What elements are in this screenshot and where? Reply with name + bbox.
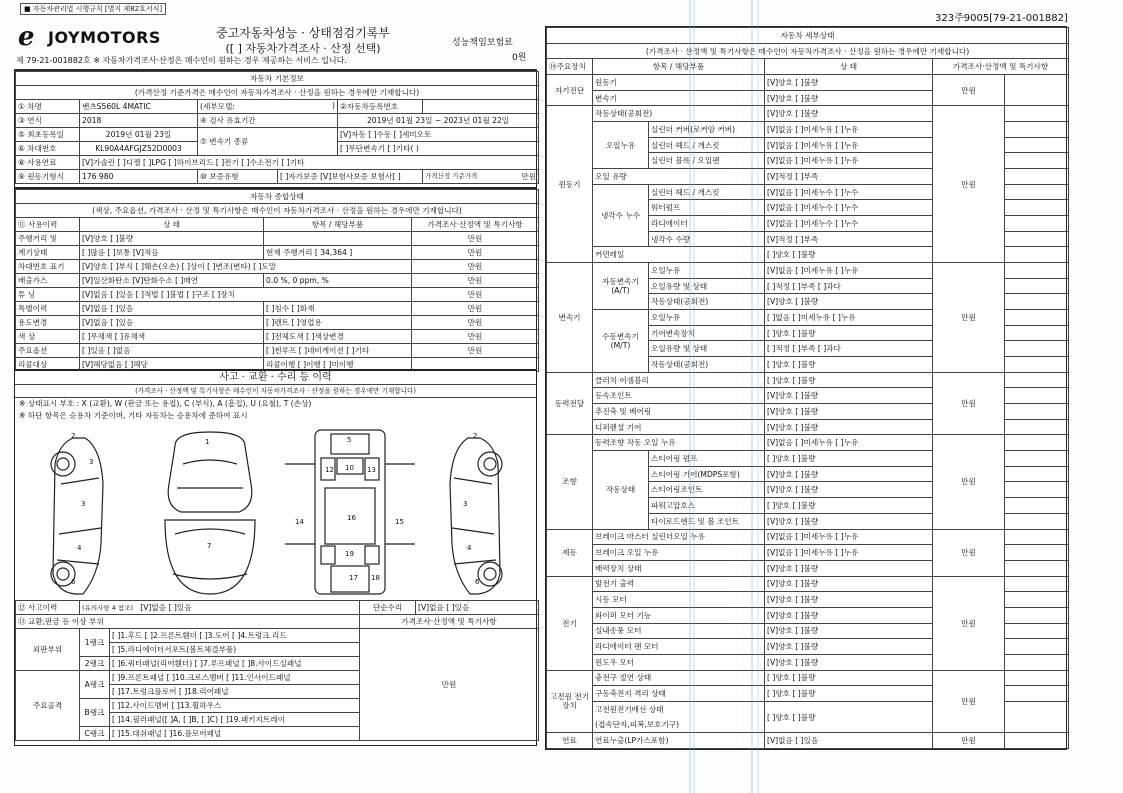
label-fuel: ⑧ 사용연료 <box>16 156 80 170</box>
detail-price: 만원 <box>933 106 1005 263</box>
overall-state: [V]없음 [ ]있음 <box>80 316 264 330</box>
overall-price: 만원 <box>412 316 539 330</box>
label-engine: 원동기 <box>547 106 593 263</box>
overall-state: [V]해당없음 [ ]해당 <box>80 358 264 372</box>
form-note: ■ 자동차관리법 시행규칙 [별지 제82호서식] <box>20 3 166 15</box>
label-transmission-type: ⑦ 변속기 종류 <box>198 128 338 156</box>
detail-state: [V]없음 [ ]있음 <box>765 733 933 749</box>
detail-state: [V]양호 [ ]불량 <box>765 75 933 91</box>
detail-state: [V]없음 [ ]미세누유 [ ]누유 <box>765 263 933 279</box>
overall-head-state: 상 태 <box>80 218 264 232</box>
form-title: 중고자동차성능 · 상태점검기록부 <box>216 26 390 40</box>
overall-row <box>16 232 539 246</box>
diagram-label-3b: 3 <box>81 500 86 508</box>
overall-state: [V]양호 [ ]불량 <box>80 232 264 246</box>
diagram-label-15: 15 <box>395 518 404 526</box>
detail-state: [ ]양호 [ ]불량 <box>765 357 933 373</box>
front-view <box>165 432 255 594</box>
rank-a-items-a: [ ]9.프론트패널 [ ]10.크로스멤버 [ ]11.인사이드패널 <box>110 671 360 685</box>
detail-state: [V]양호 [ ]불량 <box>765 607 933 623</box>
value-registration-no <box>423 100 539 114</box>
overall-price: 만원 <box>412 274 539 288</box>
diagram-label-6: 6 <box>71 578 76 586</box>
overall-row <box>16 330 539 344</box>
detail-item: 스티어링 펌프 <box>649 451 765 467</box>
overall-item <box>264 232 412 246</box>
accident-history-note: (유의사항 4 참조) <box>82 604 134 612</box>
rank-b-items-a: [ ]12.사이드멤버 [ ]13.휠하우스 <box>110 699 360 713</box>
detail-item: 작동상태(공회전) <box>593 106 765 122</box>
frame-view <box>285 430 415 594</box>
detail-item: 기어변속장치 <box>649 325 765 341</box>
detail-item: 원동기 <box>593 75 765 91</box>
label-rank-c: C랭크 <box>80 727 110 741</box>
detail-state: [ ]양호 [ ]불량 <box>765 670 933 686</box>
detail-state: [V]적정 [ ]부족 <box>765 169 933 185</box>
detail-item: 커먼레일 <box>593 247 765 263</box>
rank-b-items-b: [ ]14.필러패널([ ]A, [ ]B, [ ]C) [ ]19.패키지트레이 <box>110 713 360 727</box>
diagram-label-12: 12 <box>325 466 334 474</box>
label-oil-leak: 오일누유 <box>593 122 649 169</box>
label-warranty-type: ⑩ 보증유형 <box>198 170 278 184</box>
detail-state: [V]없음 [ ]미세누수 [ ]누수 <box>765 184 933 200</box>
label-rank-b: B랭크 <box>80 699 110 727</box>
diagram-label-7: 7 <box>207 542 212 550</box>
detail-item: 클러치 어셈블리 <box>593 372 765 388</box>
document-number: 323주9005[79-21-001882] <box>935 13 1068 24</box>
diagram-label-2: 2 <box>71 432 76 440</box>
rank-1-items-a: [ ]1.후드 [ ]2.프론트휀더 [ ]3.도어 [ ]4.트렁크 리드 <box>110 629 360 643</box>
overall-label: 튜 닝 <box>16 288 80 302</box>
detail-item: 변속기 <box>593 90 765 106</box>
detail-state: [V]없음 [ ]미세누유 [ ]누유 <box>765 122 933 138</box>
detail-item: 냉각수 수량 <box>649 231 765 247</box>
overall-state: [V]없음 [ ]있음 [ ]적법 [ ]불법 [ ]구조 [ ]장치 <box>80 288 412 302</box>
detail-item: 충전구 절연 상태 <box>593 670 765 686</box>
detail-state: [V]없음 [ ]미세누수 [ ]누수 <box>765 216 933 232</box>
detail-note: (가격조사 · 산정액 및 특기사항은 매수인이 자동차가격조사 · 산정을 원하는 경우에만 기재합니다) <box>547 43 1069 59</box>
overall-row <box>16 344 539 358</box>
detail-state: [ ]양호 [ ]불량 <box>765 498 933 514</box>
accident-section-header <box>14 370 537 426</box>
label-steering: 조향 <box>547 435 593 529</box>
detail-state: [V]양호 [ ]불량 <box>765 639 933 655</box>
detail-item: 디퍼렌셜 기어 <box>593 419 765 435</box>
detail-item: 시동 모터 <box>593 592 765 608</box>
overall-price: 만원 <box>412 288 539 302</box>
label-year: ③ 연식 <box>16 114 80 128</box>
detail-item: 와이퍼 모터 기능 <box>593 607 765 623</box>
detail-item: 고전원전기배선 상태 <box>593 701 765 717</box>
accident-title: 사고 · 교환 · 수리 등 이력 <box>15 371 536 385</box>
company-logo-mark: e <box>18 22 35 52</box>
rank-c-items: [ ]15.대쉬패널 [ ]16.플로어패널 <box>110 727 360 741</box>
label-coolant-leak: 냉각수 누수 <box>593 184 649 247</box>
detail-head-device: ⑭주요장치 <box>547 59 593 75</box>
service-line: 제 79-21-001882호 ※ 자동차가격조사·산정은 매수인이 원하는 경우 제공하는 서비스 입니다. <box>14 55 537 70</box>
detail-state: [ ]양호 [ ]불량 <box>765 325 933 341</box>
label-steering-work: 작동상태 <box>593 451 649 529</box>
label-exchange-parts: ⑬ 교환,판금 등 이상 부위 <box>16 615 360 629</box>
value-engine-type: 176 980 <box>80 170 198 184</box>
overall-item: [ ]렌트 [ ]영업용 <box>264 316 412 330</box>
detail-title: 자동차 세부상태 <box>547 28 1069 44</box>
car-diagram-svg <box>15 424 538 600</box>
detail-item: 윈도우 모터 <box>593 654 765 670</box>
label-rank-a: A랭크 <box>80 671 110 699</box>
value-transmission-type-a: [V]자동 [ ]수동 [ ]세미오토 <box>338 128 539 142</box>
value-inspection-validity: 2019년 01월 23일 ~ 2023년 01월 22일 <box>338 114 539 128</box>
overall-row <box>16 246 539 260</box>
diagram-label-3: 3 <box>89 458 94 466</box>
overall-row <box>16 288 539 302</box>
detail-state: [V]양호 [ ]불량 <box>765 419 933 435</box>
diagram-label-16: 16 <box>347 514 356 522</box>
overall-item: [ ]전체도색 [ ]색상변경 <box>264 330 412 344</box>
detail-state: [ ]적정 [ ]부족 [ ]과다 <box>765 341 933 357</box>
overall-price: 만원 <box>412 344 539 358</box>
overall-label: 용도변경 <box>16 316 80 330</box>
overall-label: 주요옵션 <box>16 344 80 358</box>
diagram-label-17: 17 <box>349 574 358 582</box>
detail-state: [V]양호 [ ]불량 <box>765 90 933 106</box>
detail-item: 라디에이터 팬 모터 <box>593 639 765 655</box>
detail-state: [V]양호 [ ]불량 <box>765 482 933 498</box>
detail-price: 만원 <box>933 529 1005 576</box>
company-logo-text: JOYMOTORS <box>48 28 161 47</box>
label-outer-panels: 외판부위 <box>16 629 80 671</box>
detail-item: 등속조인트 <box>593 388 765 404</box>
diagram-label-10: 10 <box>345 464 354 472</box>
detail-state: [ ]양호 [ ]불량 <box>765 451 933 467</box>
detail-item: 구동축전지 격리 상태 <box>593 686 765 702</box>
detail-item: 실내송풍 모터 <box>593 623 765 639</box>
overall-state: [V]없음 [ ]있음 <box>80 302 264 316</box>
detail-state: [V]없음 [ ]미세누유 [ ]누유 <box>765 545 933 561</box>
overall-price: 만원 <box>412 260 539 274</box>
detail-item: 추진축 및 베어링 <box>593 404 765 420</box>
detail-head-state: 상 태 <box>765 59 933 75</box>
detail-state: [V]양호 [ ]불량 <box>765 623 933 639</box>
detail-item: 발전기 출력 <box>593 576 765 592</box>
value-vin: KL90A4AFGJZ52D0003 <box>80 142 198 156</box>
label-vin: ⑥ 차대번호 <box>16 142 80 156</box>
value-car-name: 벤츠S560L 4MATIC <box>80 100 198 114</box>
rank-1-items-b: [ ]5.라디에이터서포트(볼트체결부품) <box>110 643 360 657</box>
label-rank-2: 2랭크 <box>80 657 110 671</box>
detail-state: [V]없음 [ ]미세누유 [ ]누유 <box>765 435 933 451</box>
label-base-price: 가격산정 기준가격 <box>425 172 478 180</box>
overall-state: [ ]많음 [ ]보통 [V]적음 <box>80 246 264 260</box>
detail-state: [V]양호 [ ]불량 <box>765 654 933 670</box>
detail-item: 실린더 헤드 / 개스킷 <box>649 137 765 153</box>
detail-item: 오일 유량 <box>593 169 765 185</box>
detail-state: [ ]없음 [ ]미세누유 [ ]누유 <box>765 310 933 326</box>
detail-state: [V]양호 [ ]불량 <box>765 404 933 420</box>
overall-item: [ ]침수 [ ]화재 <box>264 302 412 316</box>
overall-price: 만원 <box>412 330 539 344</box>
detail-state: [V]양호 [ ]불량 <box>765 294 933 310</box>
detail-state: [ ]양호 [ ]불량 <box>765 247 933 263</box>
overall-row <box>16 302 539 316</box>
basic-info-note: (가격산정 기준가격은 매수인이 자동차가격조사 · 산정을 원하는 경우에만 기재합니다) <box>16 86 539 100</box>
overall-item: [ ]썬루프 [ ]네비게이션 [ ]기타 <box>264 344 412 358</box>
overall-state: [ ]있음 [ ]없음 <box>80 344 264 358</box>
insurance-value: 0원 <box>512 53 527 63</box>
label-fuel-system: 연료 <box>547 733 593 749</box>
detail-item: 동력조향 작동 오일 누유 <box>593 435 765 451</box>
overall-row <box>16 274 539 288</box>
overall-label: 색 상 <box>16 330 80 344</box>
detail-price: 만원 <box>933 372 1005 435</box>
label-inspection-validity: ④ 검사 유효기간 <box>198 114 338 128</box>
label-registration-no: ②자동차등록번호 <box>338 100 423 114</box>
overall-row <box>16 260 539 274</box>
diagram-label-4: 4 <box>77 544 82 552</box>
rank-a-items-b: [ ]17.트렁크플로어 [ ]18.리어패널 <box>110 685 360 699</box>
label-manual-transmission: 수동변속기 (M/T) <box>593 310 649 373</box>
detail-item: 연료누출(LP가스포함) <box>593 733 765 749</box>
label-simple-repair: 단순수리 <box>360 601 416 615</box>
detail-price: 만원 <box>933 576 1005 670</box>
label-sub-model-end: ) <box>332 101 335 110</box>
form-subtitle: ([ ] 자동차가격조사 · 산정 선택) <box>225 42 381 55</box>
detail-item: 오일유량 및 상태 <box>649 341 765 357</box>
detail-state: [V]없음 [ ]미세누유 [ ]누유 <box>765 137 933 153</box>
detail-state: [ ]양호 [ ]불량 <box>765 372 933 388</box>
basic-info-title: 자동차 기본정보 <box>16 72 539 86</box>
overall-item: 리콜이행 [ ]이행 [ ]미이행 <box>264 358 412 372</box>
detail-price: 만원 <box>933 670 1005 733</box>
overall-price: 만원 <box>412 246 539 260</box>
detail-state: [V]양호 [ ]불량 <box>765 106 933 122</box>
overall-title: 자동차 종합상태 <box>16 190 539 204</box>
accident-price-value: 만원 <box>360 629 539 741</box>
detail-item: 실린더 커버(로커암 커버) <box>649 122 765 138</box>
detail-price: 만원 <box>933 75 1005 106</box>
car-damage-diagram <box>14 424 537 600</box>
overall-label: 리콜대상 <box>16 358 80 372</box>
overall-state: [V]일산화탄소 [V]탄화수소 [ ]매연 <box>80 274 264 288</box>
detail-item: 오일누유 <box>649 310 765 326</box>
label-power-transmission: 동력전달 <box>547 372 593 435</box>
overall-item: 현재 주행거리 [ 34,364 ] <box>264 246 412 260</box>
detail-state: [V]양호 [ ]불량 <box>765 592 933 608</box>
detail-state: [V]양호 [ ]불량 <box>765 466 933 482</box>
detail-price: 만원 <box>933 733 1005 749</box>
label-engine-type: ⑨ 원동기형식 <box>16 170 80 184</box>
overall-head-price: 가격조사·산정액 및 특기사항 <box>412 218 539 232</box>
detail-item: 오일누유 <box>649 263 765 279</box>
detail-item: 배력장치 상태 <box>593 560 765 576</box>
label-auto-transmission: 자동변속기 (A/T) <box>593 263 649 310</box>
detail-head-price: 가격조사·산정액 및 특기사항 <box>933 59 1069 75</box>
diagram-label-14: 14 <box>295 518 304 526</box>
detail-state: [V]없음 [ ]미세누유 [ ]누유 <box>765 529 933 545</box>
detail-item: (접속단자,피복,보호기구) <box>593 717 765 733</box>
detail-item: 작동상태(공회전) <box>649 294 765 310</box>
left-side-view <box>51 438 103 594</box>
overall-state: [V]양호 [ ]부식 [ ]훼손(오손) [ ]상이 [ ]변조(변타) [ ]도말 <box>80 260 412 274</box>
detail-state: [ ]양호 [ ]불량 <box>765 686 933 702</box>
value-simple-repair: [V]없음 [ ]있음 <box>416 601 539 615</box>
detail-item: 실린더 헤드 / 개스킷 <box>649 184 765 200</box>
rank-2-items: [ ]6.쿼터패널(리어휀더) [ ]7.루프패널 [ ]8.사이드실패널 <box>110 657 360 671</box>
value-warranty-type: [ ]자가보증 [V]보험사보증 보험사[ ] <box>278 170 423 184</box>
overall-label: 특별이력 <box>16 302 80 316</box>
overall-head-history: ⑪ 사용이력 <box>16 218 80 232</box>
detail-state: [V]적정 [ ]부족 <box>765 231 933 247</box>
detail-state: [ ]양호 [ ]불량 <box>765 701 933 732</box>
diagram-label-4r: 4 <box>467 544 472 552</box>
diagram-label-6r: 6 <box>475 578 480 586</box>
label-rank-1: 1랭크 <box>80 629 110 657</box>
value-base-price: 만원 <box>521 172 537 181</box>
label-first-registration: ⑤ 최초등록일 <box>16 128 80 142</box>
detail-item: 브레이크 오일 누유 <box>593 545 765 561</box>
label-high-voltage: 고전원 전기장치 <box>547 670 593 733</box>
accident-legend-2: ※ 하단 항목은 승용차 기준이며, 기타 자동차는 승용차에 준하여 표시 <box>19 411 248 420</box>
overall-item: 0.0 %, 0 ppm, % <box>264 274 412 288</box>
detail-item: 라디에이터 <box>649 216 765 232</box>
detail-item: 파워고압호스 <box>649 498 765 514</box>
detail-item: 스티어링 기어(MDPS포함) <box>649 466 765 482</box>
detail-state: [ ]적정 [ ]부족 [ ]과다 <box>765 278 933 294</box>
overall-price: 만원 <box>412 232 539 246</box>
detail-state: [V]양호 [ ]불량 <box>765 560 933 576</box>
accident-parts-section <box>14 600 537 746</box>
overall-label: 주행거리 및 <box>16 232 80 246</box>
overall-head-item: 항목 / 해당부품 <box>264 218 412 232</box>
accident-history-value: [V]없음 [ ]있음 <box>140 603 192 612</box>
overall-condition-section <box>14 188 537 370</box>
detail-state: [V]없음 [ ]미세누유 [ ]누유 <box>765 153 933 169</box>
overall-label: 차대번호 표기 <box>16 260 80 274</box>
diagram-label-19: 19 <box>345 550 354 558</box>
detail-state: [V]양호 [ ]불량 <box>765 513 933 529</box>
label-electric: 전기 <box>547 576 593 670</box>
detail-price: 만원 <box>933 435 1005 529</box>
diagram-label-2r: 2 <box>473 432 478 440</box>
label-accident-history: ⑫ 사고이력 <box>16 601 80 615</box>
detail-price: 만원 <box>933 263 1005 373</box>
detail-state: [V]없음 [ ]미세누수 [ ]누수 <box>765 200 933 216</box>
overall-label: 계기상태 <box>16 246 80 260</box>
detail-state: [V]양호 [ ]불량 <box>765 388 933 404</box>
diagram-label-5: 5 <box>347 436 352 444</box>
detail-item: 타이로드엔드 및 볼 조인트 <box>649 513 765 529</box>
diagram-label-3r: 3 <box>463 500 468 508</box>
detail-item: 실린더 블록 / 오일팬 <box>649 153 765 169</box>
detail-item: 작동상태(공회전) <box>649 357 765 373</box>
detail-item: 워터펌프 <box>649 200 765 216</box>
diagram-label-18: 18 <box>371 574 380 582</box>
diagram-label-1: 1 <box>205 438 210 446</box>
detail-item: 오일유량 및 상태 <box>649 278 765 294</box>
detail-head-item: 항목 / 해당부품 <box>593 59 765 75</box>
overall-note: (색상, 주요옵션, 가격조사 · 산정 및 특기사항은 매수인이 자동차가격조사 · 산정을 원하는 경우에만 기재합니다) <box>16 204 539 218</box>
insurance-label: 성능책임보험료 <box>452 38 513 48</box>
overall-label: 배출가스 <box>16 274 80 288</box>
label-car-name: ① 차명 <box>16 100 80 114</box>
detail-condition-section <box>545 26 1067 750</box>
value-first-registration: 2019년 01월 23일 <box>80 128 198 142</box>
value-fuel: [V]가솔린 [ ]디젤 [ ]LPG [ ]하이브리드 [ ]전기 [ ]수소전기 [ ]기타 <box>80 156 539 170</box>
basic-info-section <box>14 70 537 188</box>
overall-state: [ ]무채색 [ ]유채색 <box>80 330 264 344</box>
right-side-view <box>450 438 502 594</box>
label-sub-model: (세부모델: <box>200 102 235 111</box>
label-major-frame: 주요골격 <box>16 671 80 741</box>
detail-state: [V]양호 [ ]불량 <box>765 576 933 592</box>
overall-price: 만원 <box>412 302 539 316</box>
label-exchange-price: 가격조사·산정액 및 특기사항 <box>360 615 539 629</box>
label-self-diagnosis: 자기진단 <box>547 75 593 106</box>
diagram-label-13: 13 <box>367 466 376 474</box>
accident-legend-1: ※ 상태표시 부호 : X (교환), W (판금 또는 용접), C (부식), A (흠집), U (요철), T (손상) <box>19 399 312 408</box>
accident-note: (가격조사 · 산정액 및 특기사항은 매수인이 자동차가격조사 · 산정을 원하는 경우에만 기재합니다) <box>15 385 536 398</box>
overall-row <box>16 316 539 330</box>
label-brake: 제동 <box>547 529 593 576</box>
detail-item: 스티어링조인트 <box>649 482 765 498</box>
label-transmission: 변속기 <box>547 263 593 373</box>
detail-item: 브레이크 마스터 실린더오일 누유 <box>593 529 765 545</box>
value-transmission-type-b: [ ]무단변속기 [ ]기타( ) <box>338 142 539 156</box>
value-year: 2018 <box>80 114 198 128</box>
